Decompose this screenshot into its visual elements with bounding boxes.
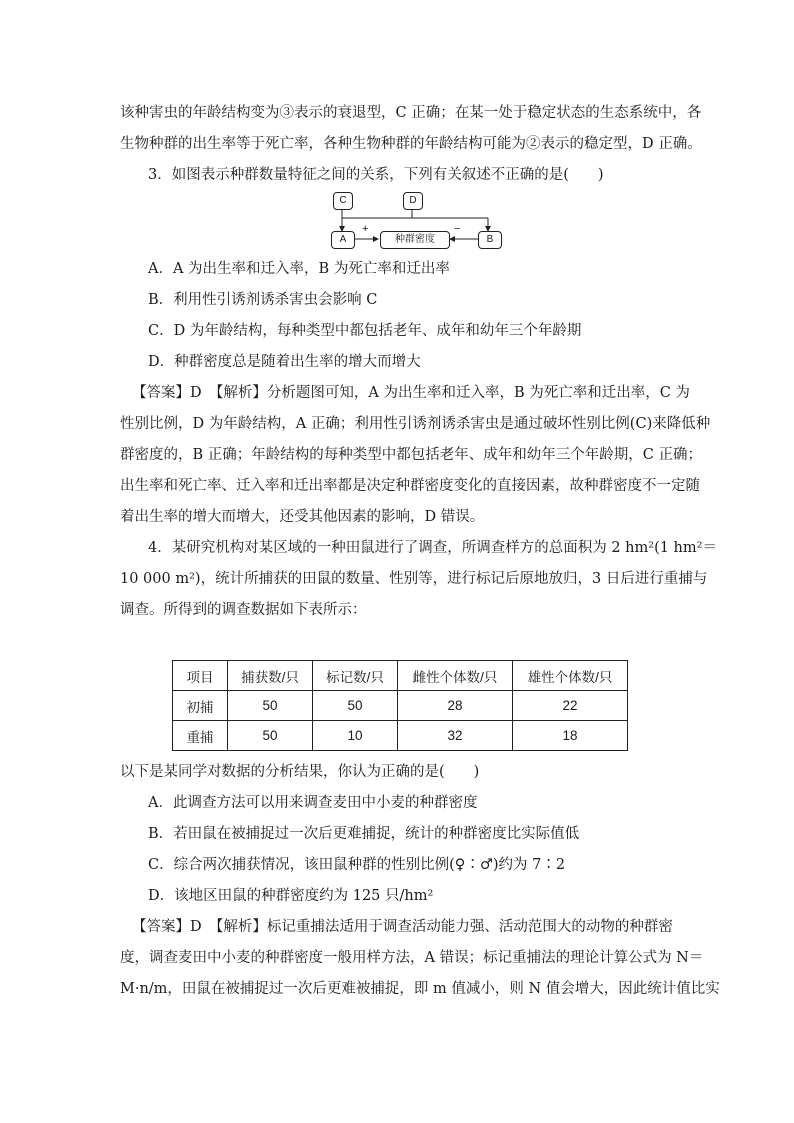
table-header: 项目 — [173, 661, 228, 691]
node-population-density: 种群密度 — [380, 231, 450, 249]
table-cell: 10 — [313, 721, 398, 751]
survey-data-table — [172, 660, 628, 751]
table-header: 标记数/只 — [313, 661, 398, 691]
table-row — [173, 691, 628, 721]
question-3: 3．如图表示种群数量特征之间的关系，下列有关叙述不正确的是( ) — [148, 167, 604, 183]
text-line: 调查。所得到的调查数据如下表所示： — [120, 602, 367, 618]
node-b: B — [478, 231, 502, 249]
population-diagram — [328, 190, 504, 252]
table-cell: 28 — [398, 691, 513, 721]
option-d: D．种群密度总是随着出生率的增大而增大 — [148, 354, 421, 370]
table-cell: 18 — [513, 721, 628, 751]
table-cell: 初捕 — [173, 691, 228, 721]
plus-sign: + — [362, 223, 369, 235]
node-d: D — [403, 192, 423, 210]
minus-sign: − — [454, 223, 461, 235]
node-c: C — [333, 192, 353, 210]
text-line: 以下是某同学对数据的分析结果，你认为正确的是( ) — [120, 764, 480, 780]
table-cell: 50 — [313, 691, 398, 721]
table-cell: 32 — [398, 721, 513, 751]
option-a: A．A 为出生率和迁入率，B 为死亡率和迁出率 — [148, 261, 450, 277]
text-line: 该种害虫的年龄结构变为③表示的衰退型，C 正确；在某一处于稳定状态的生态系统中，各 — [120, 105, 702, 121]
table-header: 雄性个体数/只 — [513, 661, 628, 691]
option-b: B．利用性引诱剂诱杀害虫会影响 C — [148, 292, 378, 308]
option-a: A．此调查方法可以用来调查麦田中小麦的种群密度 — [148, 795, 478, 811]
table-cell: 50 — [228, 721, 313, 751]
text-line: 性别比例，D 为年龄结构，A 正确；利用性引诱剂诱杀害虫是通过破坏性别比例(C)来降低种 — [120, 416, 711, 432]
text-line: 着出生率的增大而增大，还受其他因素的影响，D 错误。 — [120, 509, 485, 525]
node-a: A — [331, 231, 355, 249]
text-line: 10 000 m²)，统计所捕获的田鼠的数量、性别等，进行标记后原地放归，3 日后进行重捕与 — [120, 571, 708, 587]
option-c: C．综合两次捕获情况，该田鼠种群的性别比例(♀∶♂)约为 7∶2 — [148, 857, 566, 873]
table-cell: 22 — [513, 691, 628, 721]
answer-3: 【答案】D 【解析】分析题图可知，A 为出生率和迁入率，B 为死亡率和迁出率，C 为 — [132, 385, 690, 401]
option-b: B．若田鼠在被捕捉过一次后更难捕捉，统计的种群密度比实际值低 — [148, 826, 580, 842]
table-cell: 重捕 — [173, 721, 228, 751]
option-c: C．D 为年龄结构，每种类型中都包括老年、成年和幼年三个年龄期 — [148, 323, 582, 339]
text-line: 生物种群的出生率等于死亡率，各种生物种群的年龄结构可能为②表示的稳定型，D 正确。 — [120, 136, 702, 152]
text-line: M·n/m，田鼠在被捕捉过一次后更难被捕捉，即 m 值减小，则 N 值会增大，因此统计值比实 — [120, 981, 720, 997]
text-line: 出生率和死亡率、迁入率和迁出率都是决定种群密度变化的直接因素，故种群密度不一定随 — [120, 478, 700, 494]
question-4: 4．某研究机构对某区域的一种田鼠进行了调查，所调查样方的总面积为 2 hm²(1 hm²＝ — [148, 540, 717, 556]
table-header-row — [173, 661, 628, 691]
text-line: 群密度的，B 正确；年龄结构的每种类型中都包括老年、成年和幼年三个年龄期，C 正确； — [120, 447, 702, 463]
table-header: 雌性个体数/只 — [398, 661, 513, 691]
table-cell: 50 — [228, 691, 313, 721]
answer-4: 【答案】D 【解析】标记重捕法适用于调查活动能力强、活动范围大的动物的种群密 — [132, 919, 673, 935]
option-d: D．该地区田鼠的种群密度约为 125 只/hm² — [148, 888, 434, 904]
table-header: 捕获数/只 — [228, 661, 313, 691]
text-line: 度，调查麦田中小麦的种群密度一般用样方法，A 错误；标记重捕法的理论计算公式为 N＝ — [120, 950, 704, 966]
table-row — [173, 721, 628, 751]
